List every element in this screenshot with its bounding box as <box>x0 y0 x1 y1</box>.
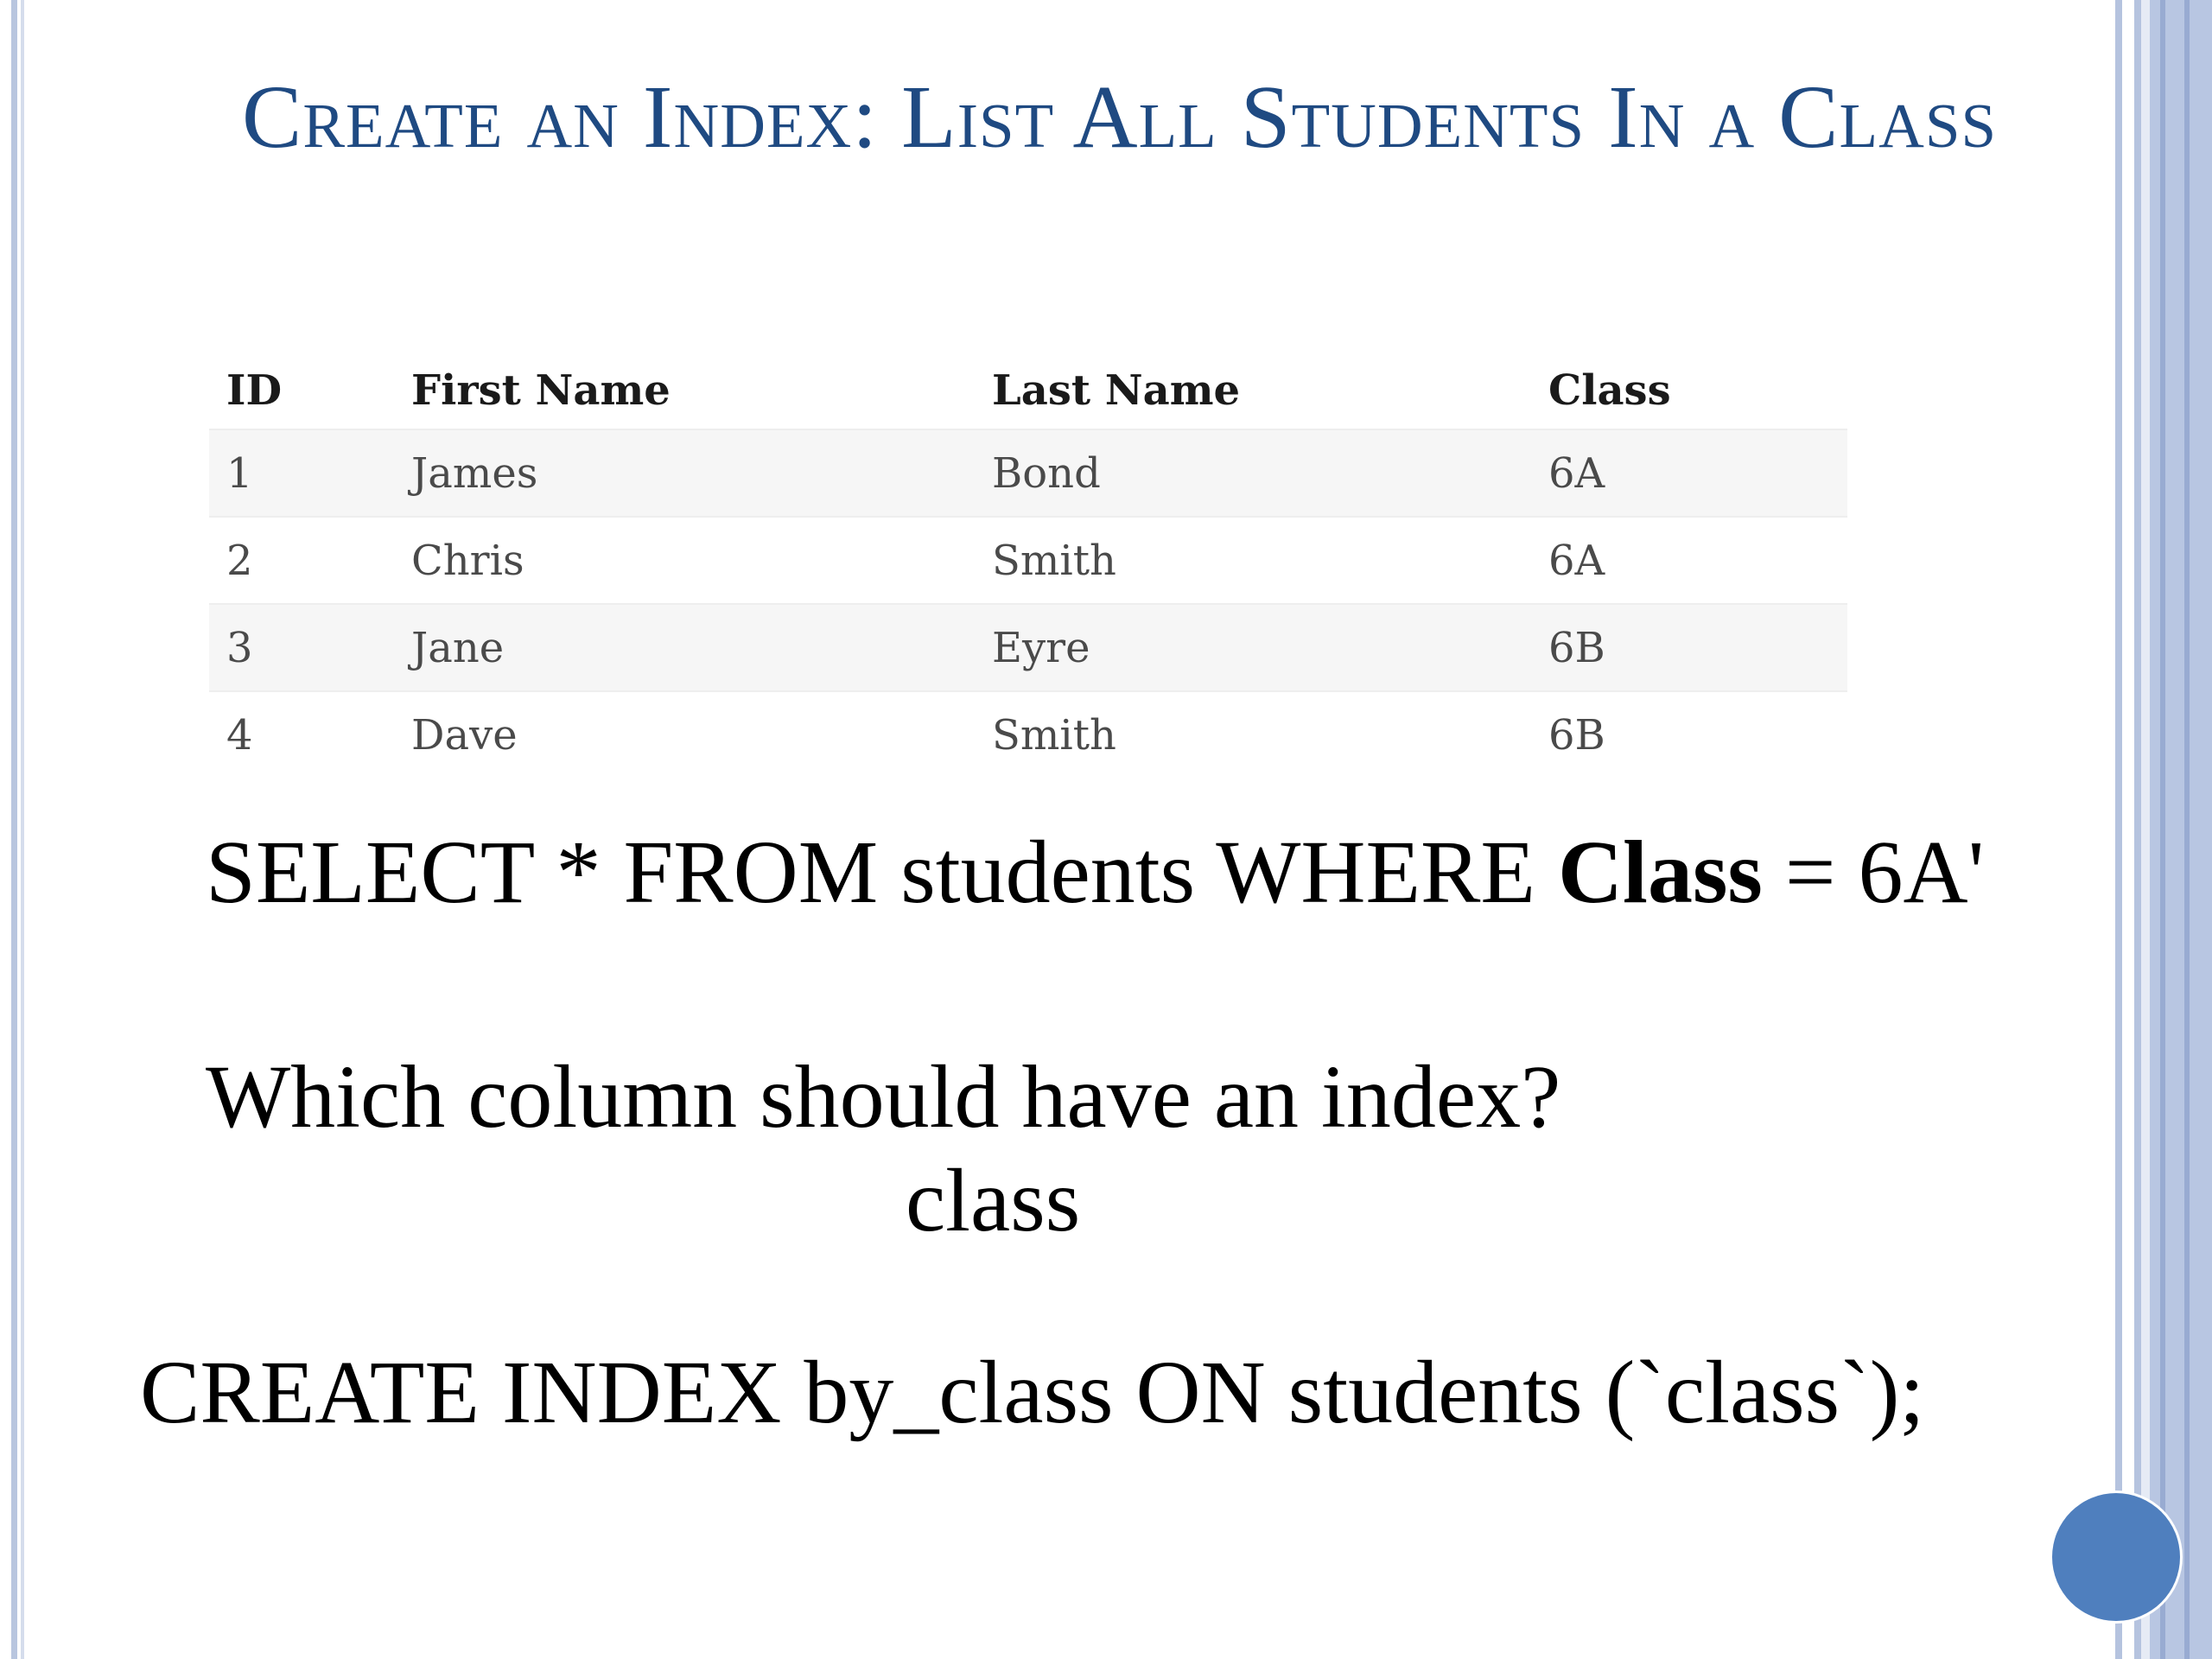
cell-class: 6B <box>1531 691 1847 778</box>
index-answer: class <box>906 1151 1081 1250</box>
table-row <box>209 604 1847 691</box>
band-stripe <box>2150 0 2212 1659</box>
band-stripe <box>2122 0 2134 1659</box>
right-decorative-band <box>2115 0 2212 1659</box>
cell-id: 3 <box>209 604 394 691</box>
band-stripe <box>2160 0 2165 1659</box>
cell-class: 6B <box>1531 604 1847 691</box>
cell-last-name: Smith <box>975 517 1531 604</box>
header-class: Class <box>1548 366 1671 415</box>
cell-id: 4 <box>209 691 394 778</box>
table-row <box>209 691 1847 778</box>
cell-last-name: Smith <box>975 691 1531 778</box>
band-stripe <box>2141 0 2150 1659</box>
students-table <box>209 353 1847 778</box>
cell-class: 6A <box>1531 517 1847 604</box>
header-id: ID <box>226 366 283 415</box>
band-stripe <box>2115 0 2122 1659</box>
select-query-part1: SELECT * FROM students WHERE <box>206 823 1558 922</box>
cell-first-name: Chris <box>394 517 975 604</box>
decorative-circle <box>2052 1493 2180 1621</box>
slide-title: Create an Index: List All Students In a Class <box>242 67 1998 167</box>
band-stripe <box>2134 0 2141 1659</box>
select-query-bold-column: Class <box>1557 823 1763 922</box>
table-header-row <box>209 353 1847 429</box>
cell-id: 1 <box>209 429 394 517</box>
cell-first-name: Dave <box>394 691 975 778</box>
header-last-name: Last Name <box>992 366 1241 415</box>
cell-class: 6A <box>1531 429 1847 517</box>
index-question: Which column should have an index? <box>206 1047 1561 1147</box>
cell-id: 2 <box>209 517 394 604</box>
left-border-line-inner <box>21 0 24 1659</box>
left-border-line <box>11 0 17 1659</box>
cell-first-name: James <box>394 429 975 517</box>
select-query <box>206 819 2037 926</box>
select-query-part2: = 6A' <box>1762 823 1985 922</box>
table-row <box>209 517 1847 604</box>
cell-first-name: Jane <box>394 604 975 691</box>
cell-last-name: Eyre <box>975 604 1531 691</box>
create-index-statement: CREATE INDEX by_class ON students (`class`); <box>140 1343 1925 1442</box>
cell-last-name: Bond <box>975 429 1531 517</box>
band-stripe <box>2184 0 2190 1659</box>
table-row <box>209 429 1847 517</box>
header-first-name: First Name <box>411 366 671 415</box>
